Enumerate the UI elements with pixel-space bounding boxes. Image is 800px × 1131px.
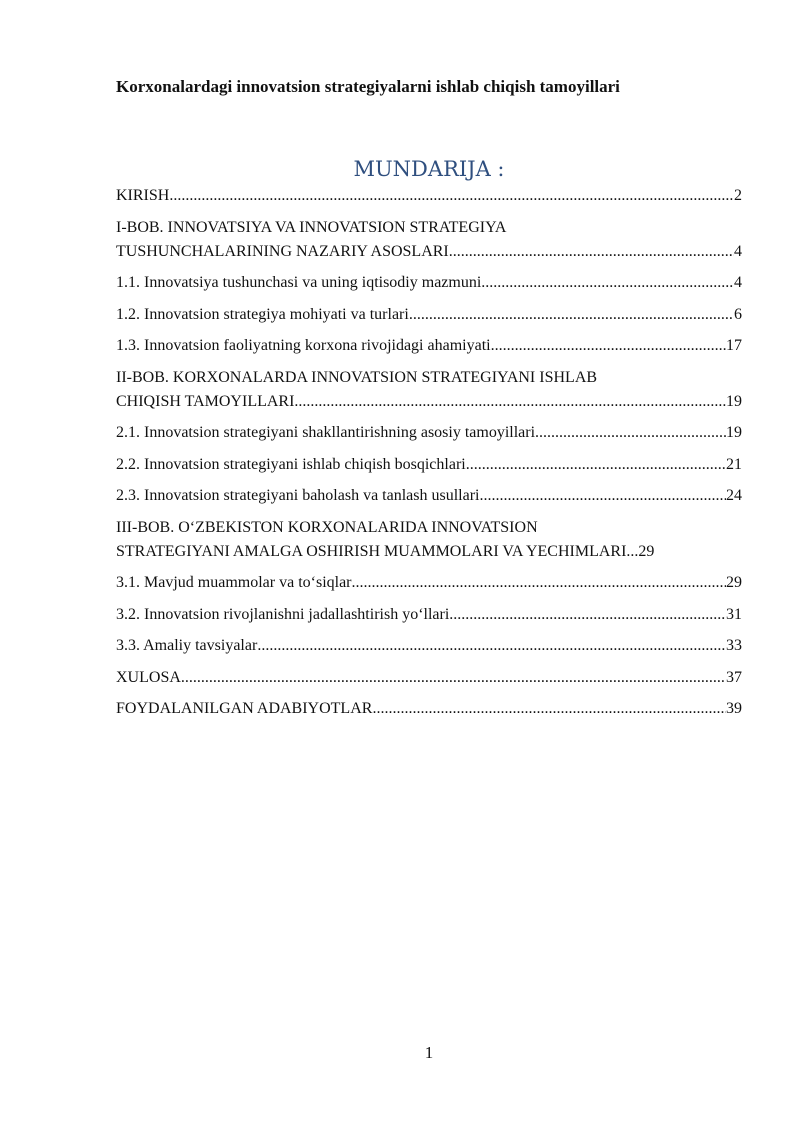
toc-entry-title: 3.3. Amaliy tavsiyalar bbox=[116, 637, 258, 654]
toc-page-number: 33 bbox=[726, 637, 742, 654]
toc-dot-leader bbox=[181, 666, 726, 690]
document-title: Korxonalardagi innovatsion strategiyalarni ishlab chiqish tamoyillari bbox=[116, 77, 620, 96]
toc-entry-section-3-2[interactable] bbox=[116, 603, 742, 627]
toc-entry-title: 2.1. Innovatsion strategiyani shakllantirishning asosiy tamoyillari bbox=[116, 424, 536, 441]
toc-page-number: 4 bbox=[734, 242, 742, 260]
toc-entry-title: KIRISH bbox=[116, 187, 170, 204]
toc-page-number: 31 bbox=[726, 605, 742, 623]
toc-page-number: 24 bbox=[726, 487, 742, 504]
toc-entry-title: 2.3. Innovatsion strategiyani baholash va tanlash usullari bbox=[116, 487, 480, 504]
toc-page-number: 19 bbox=[726, 424, 742, 441]
toc-entry-title: 1.1. Innovatsiya tushunchasi va uning iqtisodiy mazmuni bbox=[116, 274, 482, 291]
toc-entry-section-1-1[interactable] bbox=[116, 271, 742, 295]
toc-entry-section-1-3[interactable] bbox=[116, 334, 742, 358]
toc-page-number: 21 bbox=[726, 455, 742, 473]
toc-page-number: 2 bbox=[734, 187, 742, 204]
toc-page-number: 29 bbox=[726, 574, 742, 591]
toc-dot-leader bbox=[352, 571, 726, 595]
toc-dot-leader bbox=[372, 697, 726, 721]
toc-page-number: 4 bbox=[734, 274, 742, 291]
toc-dot-leader bbox=[257, 634, 726, 658]
toc-entry-chapter-2[interactable] bbox=[116, 366, 742, 414]
toc-entry-section-2-3[interactable] bbox=[116, 484, 742, 508]
toc-page-number: 29 bbox=[638, 542, 655, 560]
toc-page-number: 37 bbox=[726, 668, 742, 686]
toc-page-number: 39 bbox=[726, 700, 742, 717]
toc-dot-leader bbox=[449, 240, 734, 264]
toc-entry-section-2-2[interactable] bbox=[116, 453, 742, 477]
table-of-contents bbox=[116, 184, 742, 729]
toc-entry-kirish[interactable] bbox=[116, 184, 742, 208]
toc-dot-leader bbox=[294, 390, 726, 414]
toc-entry-references[interactable] bbox=[116, 697, 742, 721]
toc-entry-title: 3.1. Mavjud muammolar va to‘siqlar bbox=[116, 574, 352, 591]
toc-dot-leader bbox=[491, 334, 726, 358]
toc-entry-section-3-3[interactable] bbox=[116, 634, 742, 658]
toc-page-number: 6 bbox=[734, 305, 742, 323]
toc-entry-title: CHIQISH TAMOYILLARI bbox=[116, 392, 295, 410]
toc-entry-first-line: II-BOB. KORXONALARDA INNOVATSION STRATEGIYANI ISHLAB bbox=[116, 368, 598, 386]
toc-heading: MUNDARIJA : bbox=[353, 157, 505, 181]
toc-dot-leader bbox=[449, 603, 726, 627]
toc-dot-leader bbox=[630, 540, 638, 564]
toc-entry-title: 2.2. Innovatsion strategiyani ishlab chiqish bosqichlari bbox=[116, 455, 466, 473]
toc-dot-leader bbox=[169, 184, 734, 208]
toc-dot-leader bbox=[481, 271, 734, 295]
toc-entry-section-2-1[interactable] bbox=[116, 421, 742, 445]
toc-entry-title: TUSHUNCHALARINING NAZARIY ASOSLARI bbox=[116, 242, 449, 260]
toc-entry-title: 1.3. Innovatsion faoliyatning korxona rivojidagi ahamiyati bbox=[116, 337, 491, 354]
toc-entry-xulosa[interactable] bbox=[116, 666, 742, 690]
toc-entry-section-1-2[interactable] bbox=[116, 303, 742, 327]
toc-entry-title: STRATEGIYANI AMALGA OSHIRISH MUAMMOLARI VA YECHIMLARI. bbox=[116, 542, 631, 560]
toc-page-number: 17 bbox=[726, 337, 742, 354]
toc-entry-title: FOYDALANILGAN ADABIYOTLAR bbox=[116, 700, 373, 717]
page-number: 1 bbox=[424, 1043, 434, 1062]
toc-dot-leader bbox=[479, 484, 726, 508]
toc-entry-first-line: I-BOB. INNOVATSIYA VA INNOVATSION STRATEGIYA bbox=[116, 218, 507, 236]
toc-entry-section-3-1[interactable] bbox=[116, 571, 742, 595]
toc-page-number: 19 bbox=[726, 392, 742, 410]
toc-entry-title: 3.2. Innovatsion rivojlanishni jadallashtirish yo‘llari bbox=[116, 605, 450, 623]
toc-dot-leader bbox=[466, 453, 726, 477]
toc-entry-title: XULOSA bbox=[116, 668, 181, 686]
toc-dot-leader bbox=[409, 303, 734, 327]
toc-entry-title: 1.2. Innovatsion strategiya mohiyati va turlari bbox=[116, 305, 409, 323]
toc-entry-chapter-3[interactable] bbox=[116, 516, 742, 564]
toc-entry-first-line: III-BOB. O‘ZBEKISTON KORXONALARIDA INNOVATSION bbox=[116, 518, 538, 536]
toc-dot-leader bbox=[535, 421, 726, 445]
toc-entry-chapter-1[interactable] bbox=[116, 216, 742, 264]
